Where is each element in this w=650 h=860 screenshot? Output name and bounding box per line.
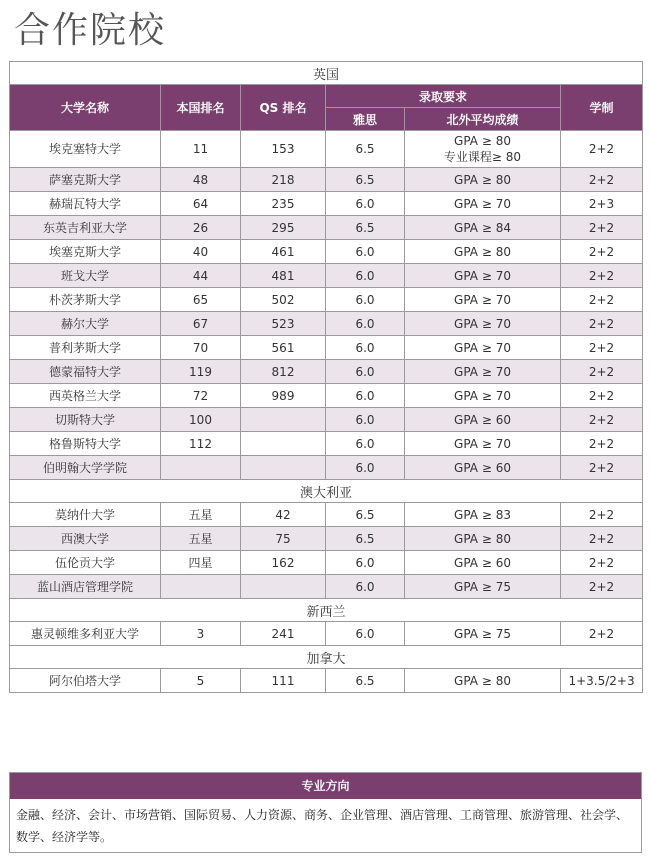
page-title: 合作院校: [14, 10, 167, 51]
gpa-requirement: GPA ≥ 70: [454, 340, 511, 355]
table-row: [10, 336, 643, 360]
cell-qs-rank: 235: [241, 192, 326, 216]
cell-qs-rank: 111: [241, 669, 326, 693]
gpa-requirement: GPA ≥ 70: [454, 268, 511, 283]
cell-qs-rank: 218: [241, 168, 326, 192]
cell-gpa: [405, 216, 561, 240]
cell-ielts: 6.5: [326, 503, 405, 527]
cell-ielts: 6.5: [326, 168, 405, 192]
cell-school-name: 德蒙福特大学: [10, 360, 161, 384]
cell-ielts: 6.0: [326, 360, 405, 384]
gpa-requirement: GPA ≥ 80: [454, 531, 511, 546]
cell-national-rank: 11: [161, 131, 241, 168]
partner-schools-table: [9, 61, 643, 693]
cell-school-name: 西澳大学: [10, 527, 161, 551]
region-row: [10, 480, 643, 503]
gpa-requirement: GPA ≥ 75: [454, 626, 511, 641]
cell-national-rank: 67: [161, 312, 241, 336]
cell-duration: 2+2: [561, 131, 643, 168]
cell-ielts: 6.0: [326, 551, 405, 575]
cell-gpa: [405, 575, 561, 599]
cell-national-rank: 100: [161, 408, 241, 432]
header-qs-rank: QS 排名: [241, 85, 326, 131]
cell-ielts: 6.5: [326, 669, 405, 693]
cell-gpa: [405, 336, 561, 360]
cell-duration: 2+2: [561, 551, 643, 575]
gpa-requirement: GPA ≥ 80: [454, 134, 511, 148]
gpa-requirement: GPA ≥ 75: [454, 579, 511, 594]
cell-school-name: 伯明翰大学学院: [10, 456, 161, 480]
cell-ielts: 6.0: [326, 432, 405, 456]
cell-school-name: 埃克塞特大学: [10, 131, 161, 168]
cell-qs-rank: 241: [241, 622, 326, 646]
cell-gpa: [405, 312, 561, 336]
cell-school-name: 惠灵顿维多利亚大学: [10, 622, 161, 646]
cell-gpa: [405, 360, 561, 384]
cell-national-rank: 44: [161, 264, 241, 288]
cell-qs-rank: [241, 456, 326, 480]
table-row: [10, 527, 643, 551]
cell-duration: 2+2: [561, 432, 643, 456]
region-label: 新西兰: [10, 599, 643, 622]
table-row: [10, 216, 643, 240]
cell-qs-rank: 561: [241, 336, 326, 360]
gpa-requirement: GPA ≥ 70: [454, 196, 511, 211]
cell-duration: 2+2: [561, 360, 643, 384]
header-ielts: 雅思: [326, 108, 405, 131]
header-gpa: 北外平均成绩: [405, 108, 561, 131]
table-row: [10, 168, 643, 192]
cell-ielts: 6.5: [326, 527, 405, 551]
cell-ielts: 6.5: [326, 216, 405, 240]
table-row: [10, 503, 643, 527]
cell-gpa: [405, 503, 561, 527]
region-row: [10, 599, 643, 622]
cell-school-name: 阿尔伯塔大学: [10, 669, 161, 693]
cell-duration: 2+2: [561, 384, 643, 408]
cell-school-name: 赫瑞瓦特大学: [10, 192, 161, 216]
gpa-requirement: GPA ≥ 70: [454, 316, 511, 331]
cell-qs-rank: 162: [241, 551, 326, 575]
cell-qs-rank: 502: [241, 288, 326, 312]
cell-qs-rank: 153: [241, 131, 326, 168]
table-row: [10, 669, 643, 693]
table-row: [10, 288, 643, 312]
cell-ielts: 6.0: [326, 240, 405, 264]
cell-duration: 2+2: [561, 575, 643, 599]
gpa-requirement: GPA ≥ 70: [454, 388, 511, 403]
cell-gpa: [405, 240, 561, 264]
header-national-rank: 本国排名: [161, 85, 241, 131]
table-row: [10, 622, 643, 646]
cell-national-rank: 5: [161, 669, 241, 693]
cell-school-name: 班戈大学: [10, 264, 161, 288]
table-row: [10, 456, 643, 480]
cell-qs-rank: 42: [241, 503, 326, 527]
region-label: 英国: [10, 62, 643, 85]
region-label: 澳大利亚: [10, 480, 643, 503]
cell-duration: 2+2: [561, 456, 643, 480]
cell-school-name: 萨塞克斯大学: [10, 168, 161, 192]
table-row: [10, 312, 643, 336]
cell-duration: 2+3: [561, 192, 643, 216]
cell-school-name: 东英吉利亚大学: [10, 216, 161, 240]
cell-duration: 2+2: [561, 622, 643, 646]
majors-text: 金融、经济、会计、市场营销、国际贸易、人力资源、商务、企业管理、酒店管理、工商管理、旅游管理、社会学、数学、经济学等。: [16, 808, 629, 844]
cell-gpa: [405, 432, 561, 456]
cell-duration: 2+2: [561, 408, 643, 432]
cell-qs-rank: [241, 575, 326, 599]
header-row: [10, 85, 643, 108]
cell-national-rank: [161, 575, 241, 599]
table-row: [10, 192, 643, 216]
cell-qs-rank: 523: [241, 312, 326, 336]
gpa-requirement: GPA ≥ 80: [454, 244, 511, 259]
cell-gpa: [405, 288, 561, 312]
cell-school-name: 莫纳什大学: [10, 503, 161, 527]
gpa-requirement: GPA ≥ 84: [454, 220, 511, 235]
cell-ielts: 6.0: [326, 288, 405, 312]
cell-gpa: [405, 131, 561, 168]
cell-qs-rank: 481: [241, 264, 326, 288]
cell-ielts: 6.0: [326, 384, 405, 408]
cell-duration: 2+2: [561, 264, 643, 288]
cell-gpa: [405, 168, 561, 192]
cell-gpa: [405, 264, 561, 288]
cell-duration: 2+2: [561, 216, 643, 240]
cell-national-rank: 40: [161, 240, 241, 264]
gpa-requirement: GPA ≥ 70: [454, 292, 511, 307]
cell-qs-rank: 989: [241, 384, 326, 408]
table-row: [10, 408, 643, 432]
cell-gpa: [405, 384, 561, 408]
cell-national-rank: 3: [161, 622, 241, 646]
gpa-requirement: GPA ≥ 60: [454, 555, 511, 570]
cell-gpa: [405, 456, 561, 480]
gpa-requirement: GPA ≥ 83: [454, 507, 511, 522]
cell-ielts: 6.0: [326, 312, 405, 336]
major-course-requirement: 专业课程≥ 80: [443, 150, 522, 164]
cell-qs-rank: [241, 408, 326, 432]
table-body: [10, 62, 643, 693]
cell-national-rank: 五星: [161, 527, 241, 551]
cell-duration: 2+2: [561, 312, 643, 336]
cell-school-name: 格鲁斯特大学: [10, 432, 161, 456]
cell-ielts: 6.0: [326, 264, 405, 288]
cell-ielts: 6.0: [326, 456, 405, 480]
header-duration: 学制: [561, 85, 643, 131]
gpa-requirement: GPA ≥ 80: [454, 172, 511, 187]
table-row: [10, 575, 643, 599]
cell-duration: 2+2: [561, 288, 643, 312]
cell-national-rank: 五星: [161, 503, 241, 527]
cell-ielts: 6.0: [326, 575, 405, 599]
cell-national-rank: 72: [161, 384, 241, 408]
table-row: [10, 264, 643, 288]
cell-school-name: 埃塞克斯大学: [10, 240, 161, 264]
cell-duration: 2+2: [561, 168, 643, 192]
table-row: [10, 432, 643, 456]
cell-school-name: 朴茨茅斯大学: [10, 288, 161, 312]
majors-box: [9, 772, 642, 853]
header-name: 大学名称: [10, 85, 161, 131]
cell-qs-rank: 295: [241, 216, 326, 240]
region-row: [10, 62, 643, 85]
cell-gpa: [405, 192, 561, 216]
cell-national-rank: 119: [161, 360, 241, 384]
gpa-requirement: GPA ≥ 70: [454, 364, 511, 379]
cell-ielts: 6.0: [326, 408, 405, 432]
table-row: [10, 131, 643, 168]
table-row: [10, 551, 643, 575]
cell-national-rank: 64: [161, 192, 241, 216]
cell-duration: 2+2: [561, 240, 643, 264]
cell-national-rank: 112: [161, 432, 241, 456]
cell-duration: 1+3.5/2+3: [561, 669, 643, 693]
cell-school-name: 伍伦贡大学: [10, 551, 161, 575]
cell-national-rank: 四星: [161, 551, 241, 575]
table-row: [10, 384, 643, 408]
gpa-requirement: GPA ≥ 60: [454, 460, 511, 475]
cell-school-name: 赫尔大学: [10, 312, 161, 336]
cell-duration: 2+2: [561, 336, 643, 360]
majors-title: 专业方向: [10, 773, 641, 799]
gpa-requirement: GPA ≥ 70: [454, 436, 511, 451]
cell-qs-rank: 75: [241, 527, 326, 551]
cell-gpa: [405, 551, 561, 575]
cell-qs-rank: 812: [241, 360, 326, 384]
cell-duration: 2+2: [561, 503, 643, 527]
cell-national-rank: [161, 456, 241, 480]
cell-school-name: 切斯特大学: [10, 408, 161, 432]
cell-gpa: [405, 622, 561, 646]
header-requirements: 录取要求: [326, 85, 561, 108]
table-row: [10, 240, 643, 264]
cell-qs-rank: 461: [241, 240, 326, 264]
gpa-requirement: GPA ≥ 80: [454, 673, 511, 688]
table-row: [10, 360, 643, 384]
cell-national-rank: 48: [161, 168, 241, 192]
cell-national-rank: 70: [161, 336, 241, 360]
cell-gpa: [405, 669, 561, 693]
cell-national-rank: 26: [161, 216, 241, 240]
cell-ielts: 6.0: [326, 336, 405, 360]
cell-ielts: 6.0: [326, 192, 405, 216]
cell-gpa: [405, 408, 561, 432]
region-label: 加拿大: [10, 646, 643, 669]
region-row: [10, 646, 643, 669]
cell-national-rank: 65: [161, 288, 241, 312]
cell-gpa: [405, 527, 561, 551]
cell-school-name: 普利茅斯大学: [10, 336, 161, 360]
cell-ielts: 6.0: [326, 622, 405, 646]
cell-ielts: 6.5: [326, 131, 405, 168]
cell-school-name: 西英格兰大学: [10, 384, 161, 408]
cell-school-name: 蓝山酒店管理学院: [10, 575, 161, 599]
gpa-requirement: GPA ≥ 60: [454, 412, 511, 427]
cell-duration: 2+2: [561, 527, 643, 551]
cell-qs-rank: [241, 432, 326, 456]
